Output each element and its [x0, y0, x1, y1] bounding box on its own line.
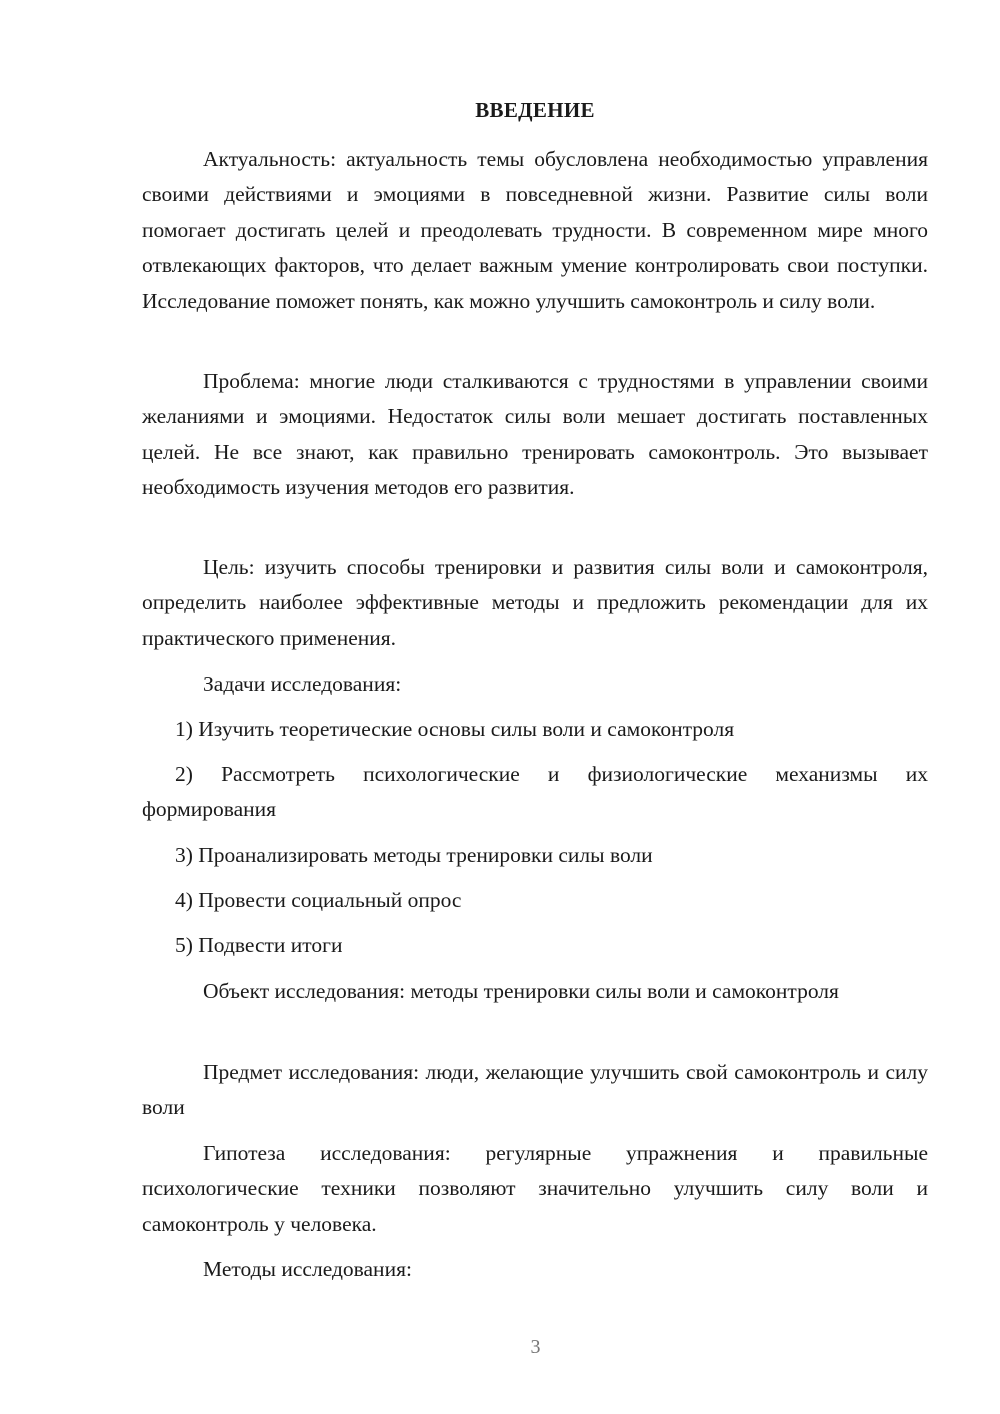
task-item-4: 4) Провести социальный опрос	[175, 888, 462, 912]
paragraph-tasks-heading: Задачи исследования:	[203, 672, 402, 696]
paragraph-goal: Цель: изучить способы тренировки и развития силы воли и самоконтроля, определить наиболее эффективные методы и предложить рекомендации для их практического применения.	[142, 555, 928, 650]
paragraph-problem: Проблема: многие люди сталкиваются с трудностями в управлении своими желаниями и эмоциями. Недостаток силы воли мешает достигать поставленных целей. Не все знают, как правильно тренировать самоконтроль. Это вызывает необходимость изучения методов его развития.	[142, 369, 928, 500]
paragraph-object: Объект исследования: методы тренировки силы воли и самоконтроля	[203, 979, 839, 1003]
section-title: ВВЕДЕНИЕ	[475, 98, 595, 122]
task-item-2: 2) Рассмотреть психологические и физиологические механизмы их формирования	[142, 762, 928, 822]
paragraph-subject: Предмет исследования: люди, желающие улучшить свой самоконтроль и силу воли	[142, 1060, 928, 1120]
task-item-5: 5) Подвести итоги	[175, 933, 343, 957]
page-number: 3	[530, 1336, 541, 1358]
task-item-1: 1) Изучить теоретические основы силы воли и самоконтроля	[175, 717, 735, 741]
paragraph-hypothesis: Гипотеза исследования: регулярные упражнения и правильные психологические техники позволяют значительно улучшить силу воли и самоконтроль у человека.	[142, 1141, 928, 1236]
task-item-3: 3) Проанализировать методы тренировки силы воли	[175, 843, 653, 867]
paragraph-methods: Методы исследования:	[203, 1257, 412, 1281]
paragraph-relevance: Актуальность: актуальность темы обусловлена необходимостью управления своими действиями и эмоциями в повседневной жизни. Развитие силы воли помогает достигать целей и преодолевать трудности. В современном мире много отвлекающих факторов, что делает важным умение контролировать свои поступки. Исследование поможет понять, как можно улучшить самоконтроль и силу воли.	[142, 147, 928, 313]
